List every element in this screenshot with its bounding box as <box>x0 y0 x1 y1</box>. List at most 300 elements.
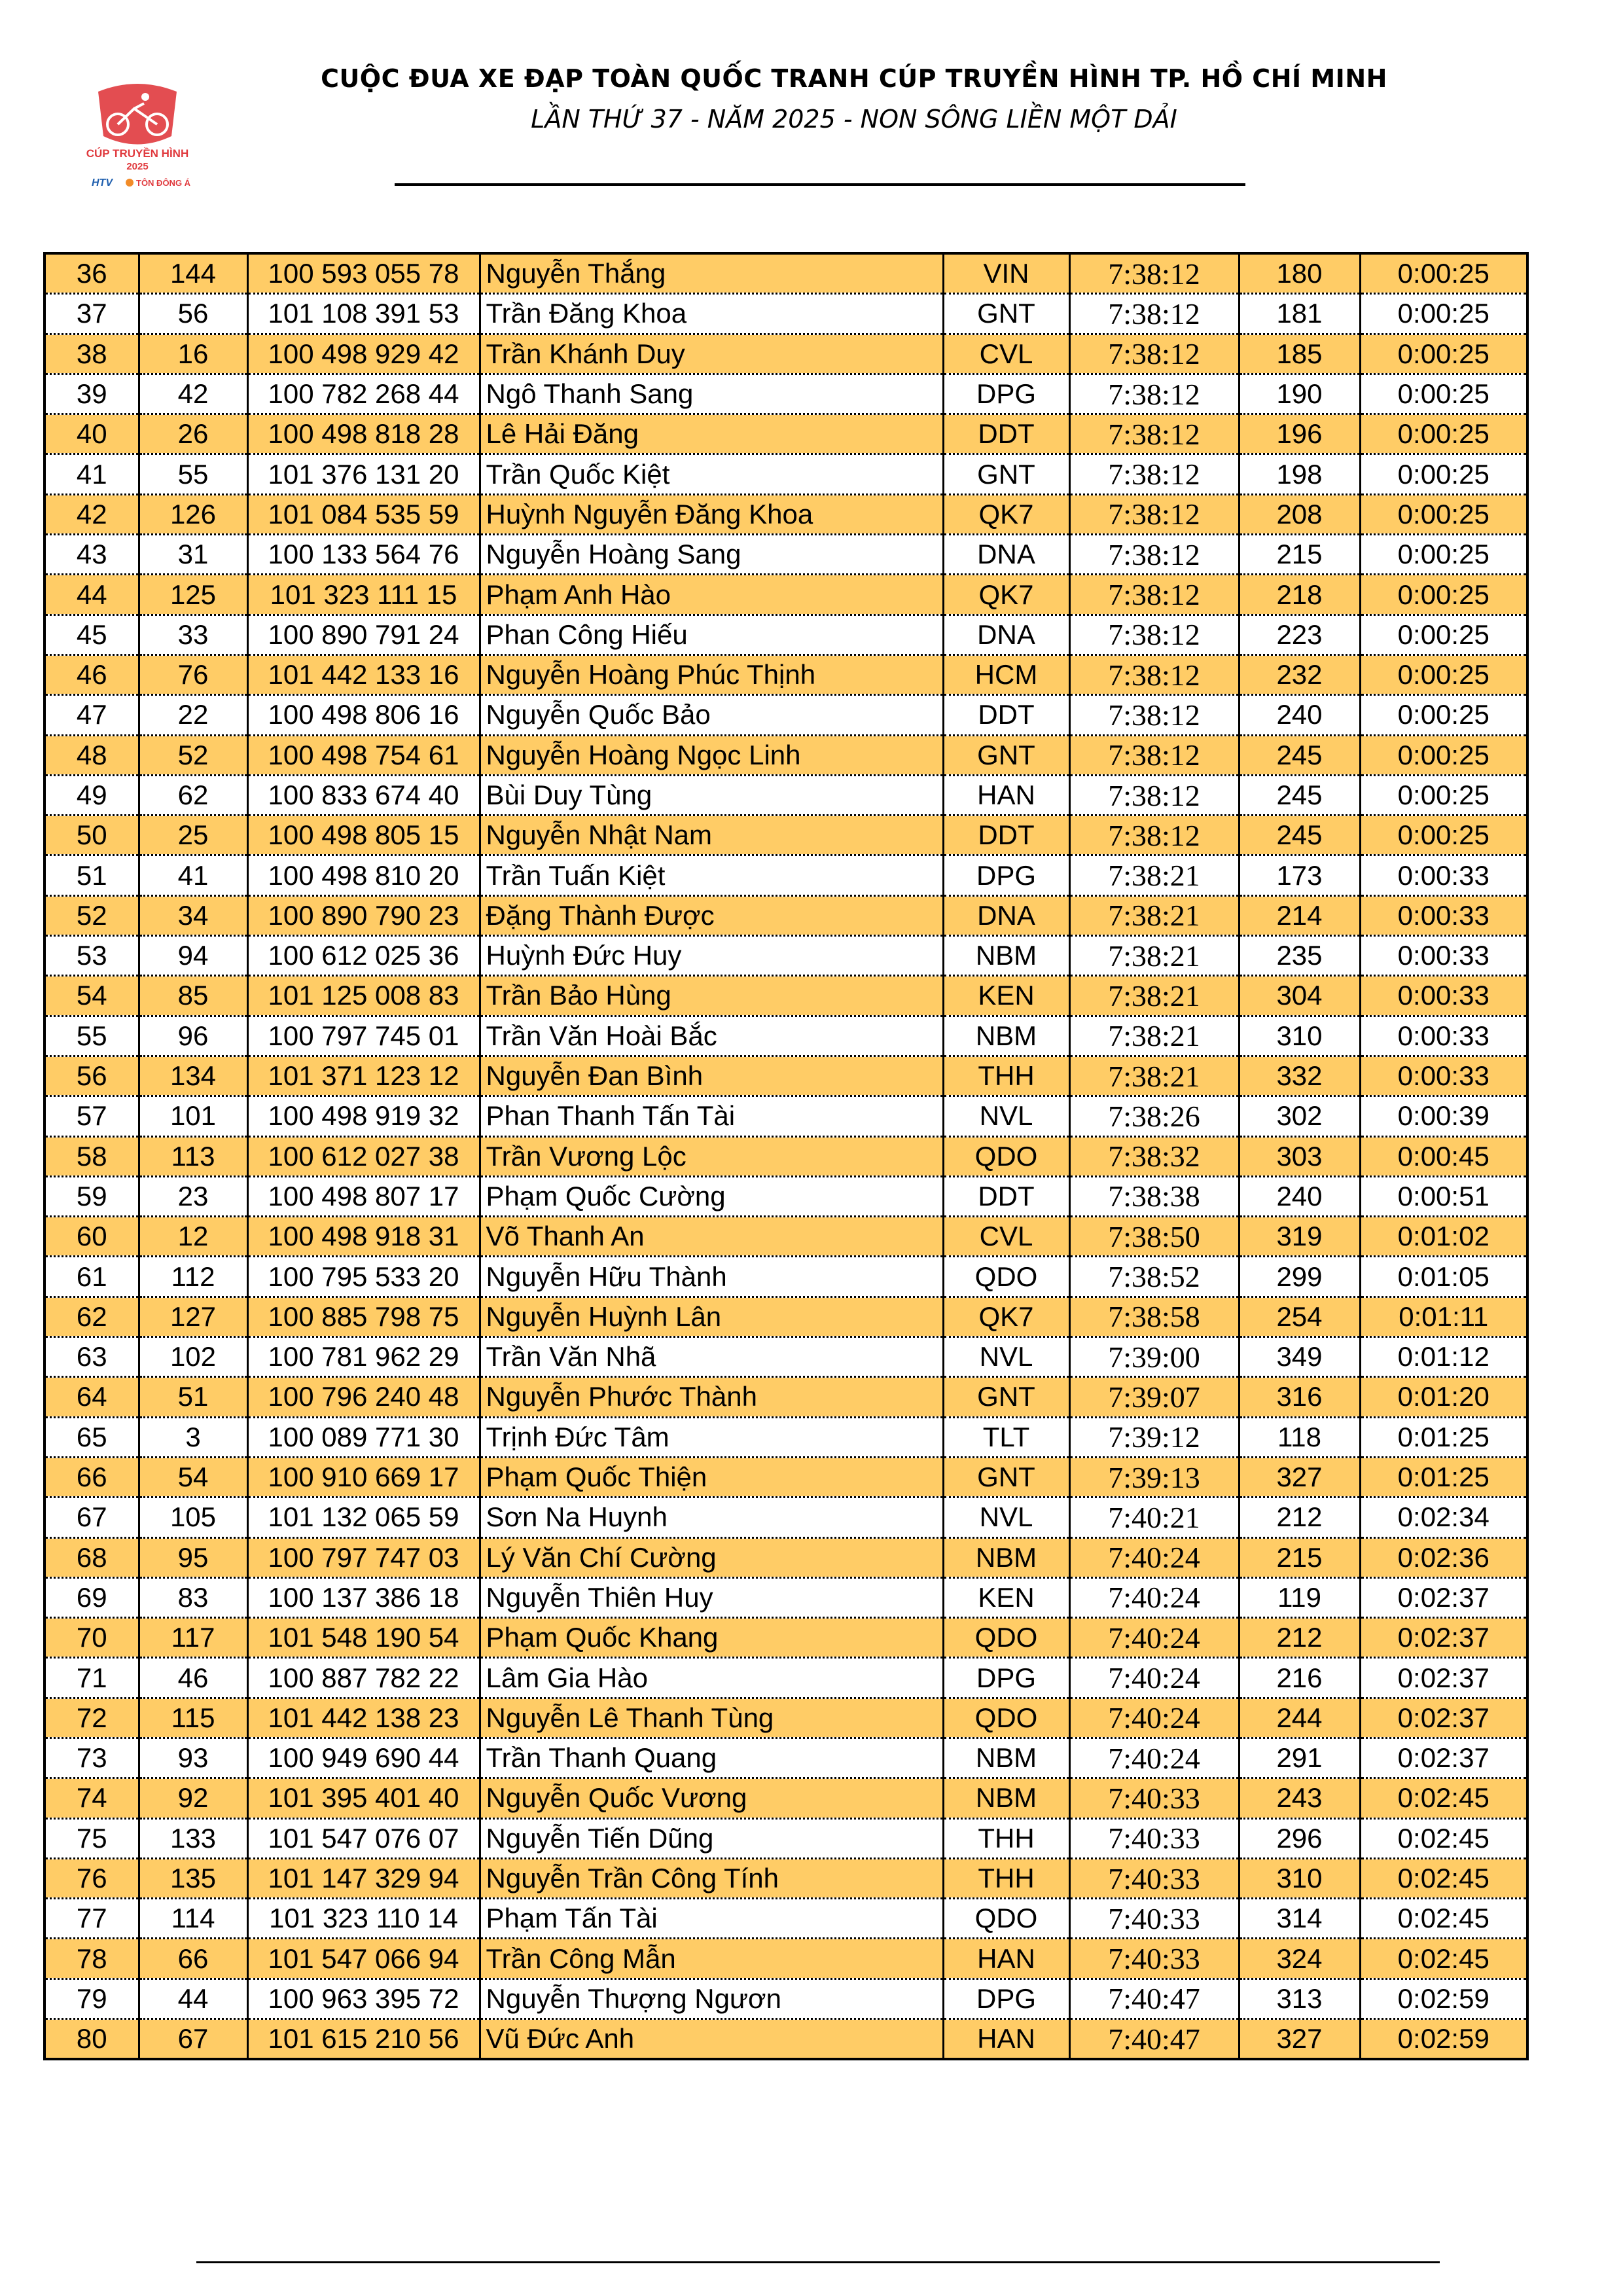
bib-cell: 96 <box>139 1016 247 1056</box>
table-row <box>45 374 1527 414</box>
rank-cell: 69 <box>45 1577 139 1617</box>
table-row <box>45 1176 1527 1216</box>
rider-name-cell: Phạm Tấn Tài <box>480 1899 943 1939</box>
bib-cell: 67 <box>139 2019 247 2060</box>
table-row <box>45 655 1527 694</box>
finish-time-cell: 7:40:24 <box>1069 1658 1239 1698</box>
rider-name-cell: Nguyễn Quốc Vương <box>480 1778 943 1818</box>
bib-cell: 114 <box>139 1899 247 1939</box>
bib-cell: 127 <box>139 1297 247 1336</box>
time-gap-cell: 0:00:25 <box>1360 334 1527 374</box>
time-gap-cell: 0:02:45 <box>1360 1778 1527 1818</box>
team-code-cell: DDT <box>943 414 1069 454</box>
finish-time-cell: 7:38:21 <box>1069 976 1239 1016</box>
points-cell: 296 <box>1239 1818 1360 1858</box>
rider-name-cell: Đặng Thành Được <box>480 895 943 935</box>
finish-time-cell: 7:38:12 <box>1069 334 1239 374</box>
table-row <box>45 1738 1527 1778</box>
time-gap-cell: 0:00:33 <box>1360 936 1527 976</box>
logo-sponsor-tda: TÔN ĐÔNG Á <box>136 178 191 188</box>
rider-name-cell: Nguyễn Hoàng Sang <box>480 535 943 575</box>
bib-cell: 44 <box>139 1979 247 2018</box>
time-gap-cell: 0:02:37 <box>1360 1577 1527 1617</box>
finish-time-cell: 7:38:21 <box>1069 1056 1239 1096</box>
uci-id-cell: 100 833 674 40 <box>247 775 480 815</box>
team-code-cell: GNT <box>943 454 1069 494</box>
rank-cell: 47 <box>45 695 139 735</box>
rider-name-cell: Lâm Gia Hào <box>480 1658 943 1698</box>
points-cell: 299 <box>1239 1257 1360 1297</box>
time-gap-cell: 0:00:25 <box>1360 575 1527 615</box>
rank-cell: 66 <box>45 1457 139 1497</box>
uci-id-cell: 101 615 210 56 <box>247 2019 480 2060</box>
points-cell: 243 <box>1239 1778 1360 1818</box>
time-gap-cell: 0:02:37 <box>1360 1698 1527 1738</box>
time-gap-cell: 0:01:05 <box>1360 1257 1527 1297</box>
bib-cell: 31 <box>139 535 247 575</box>
rank-cell: 39 <box>45 374 139 414</box>
points-cell: 327 <box>1239 1457 1360 1497</box>
table-row <box>45 1618 1527 1658</box>
team-code-cell: GNT <box>943 1377 1069 1417</box>
table-row <box>45 1939 1527 1979</box>
uci-id-cell: 100 498 806 16 <box>247 695 480 735</box>
points-cell: 232 <box>1239 655 1360 694</box>
team-code-cell: THH <box>943 1858 1069 1898</box>
time-gap-cell: 0:00:25 <box>1360 655 1527 694</box>
uci-id-cell: 100 910 669 17 <box>247 1457 480 1497</box>
finish-time-cell: 7:40:47 <box>1069 1979 1239 2018</box>
team-code-cell: QDO <box>943 1136 1069 1176</box>
rank-cell: 63 <box>45 1337 139 1377</box>
bib-cell: 66 <box>139 1939 247 1979</box>
finish-time-cell: 7:40:24 <box>1069 1537 1239 1577</box>
uci-id-cell: 100 890 790 23 <box>247 895 480 935</box>
rank-cell: 70 <box>45 1618 139 1658</box>
table-row <box>45 1337 1527 1377</box>
rider-name-cell: Nguyễn Lê Thanh Tùng <box>480 1698 943 1738</box>
table-row <box>45 695 1527 735</box>
time-gap-cell: 0:00:33 <box>1360 976 1527 1016</box>
table-row <box>45 1577 1527 1617</box>
team-code-cell: QDO <box>943 1698 1069 1738</box>
time-gap-cell: 0:00:33 <box>1360 1016 1527 1056</box>
team-code-cell: DDT <box>943 695 1069 735</box>
bib-cell: 33 <box>139 615 247 655</box>
rank-cell: 74 <box>45 1778 139 1818</box>
table-row <box>45 535 1527 575</box>
uci-id-cell: 100 797 747 03 <box>247 1537 480 1577</box>
rank-cell: 61 <box>45 1257 139 1297</box>
rider-name-cell: Nguyễn Hữu Thành <box>480 1257 943 1297</box>
points-cell: 185 <box>1239 334 1360 374</box>
table-row <box>45 1417 1527 1457</box>
rider-name-cell: Phan Công Hiếu <box>480 615 943 655</box>
bib-cell: 62 <box>139 775 247 815</box>
rank-cell: 75 <box>45 1818 139 1858</box>
team-code-cell: HAN <box>943 775 1069 815</box>
rider-name-cell: Trần Bảo Hùng <box>480 976 943 1016</box>
bib-cell: 126 <box>139 494 247 534</box>
uci-id-cell: 101 323 110 14 <box>247 1899 480 1939</box>
bib-cell: 22 <box>139 695 247 735</box>
table-row <box>45 1979 1527 2018</box>
uci-id-cell: 100 885 798 75 <box>247 1297 480 1336</box>
time-gap-cell: 0:02:45 <box>1360 1899 1527 1939</box>
rank-cell: 40 <box>45 414 139 454</box>
rank-cell: 58 <box>45 1136 139 1176</box>
bib-cell: 25 <box>139 816 247 855</box>
rider-name-cell: Lý Văn Chí Cường <box>480 1537 943 1577</box>
team-code-cell: GNT <box>943 735 1069 775</box>
rank-cell: 78 <box>45 1939 139 1979</box>
table-row <box>45 1818 1527 1858</box>
finish-time-cell: 7:40:33 <box>1069 1858 1239 1898</box>
uci-id-cell: 100 796 240 48 <box>247 1377 480 1417</box>
team-code-cell: DDT <box>943 816 1069 855</box>
uci-id-cell: 100 890 791 24 <box>247 615 480 655</box>
bib-cell: 134 <box>139 1056 247 1096</box>
uci-id-cell: 100 498 805 15 <box>247 816 480 855</box>
uci-id-cell: 100 498 818 28 <box>247 414 480 454</box>
rider-name-cell: Sơn Na Huynh <box>480 1498 943 1537</box>
rider-name-cell: Phạm Quốc Thiện <box>480 1457 943 1497</box>
table-row <box>45 575 1527 615</box>
table-row <box>45 1016 1527 1056</box>
team-code-cell: CVL <box>943 334 1069 374</box>
finish-time-cell: 7:38:12 <box>1069 775 1239 815</box>
team-code-cell: NVL <box>943 1096 1069 1136</box>
finish-time-cell: 7:38:12 <box>1069 695 1239 735</box>
uci-id-cell: 100 949 690 44 <box>247 1738 480 1778</box>
team-code-cell: DDT <box>943 1176 1069 1216</box>
team-code-cell: QDO <box>943 1257 1069 1297</box>
points-cell: 218 <box>1239 575 1360 615</box>
rank-cell: 72 <box>45 1698 139 1738</box>
rider-name-cell: Vũ Đức Anh <box>480 2019 943 2060</box>
points-cell: 212 <box>1239 1618 1360 1658</box>
table-row <box>45 1778 1527 1818</box>
uci-id-cell: 101 442 133 16 <box>247 655 480 694</box>
finish-time-cell: 7:38:12 <box>1069 374 1239 414</box>
team-code-cell: GNT <box>943 1457 1069 1497</box>
team-code-cell: DPG <box>943 374 1069 414</box>
bib-cell: 54 <box>139 1457 247 1497</box>
team-code-cell: NBM <box>943 1537 1069 1577</box>
uci-id-cell: 101 376 131 20 <box>247 454 480 494</box>
bib-cell: 101 <box>139 1096 247 1136</box>
time-gap-cell: 0:02:59 <box>1360 2019 1527 2060</box>
uci-id-cell: 100 498 918 31 <box>247 1217 480 1257</box>
uci-id-cell: 100 612 025 36 <box>247 936 480 976</box>
rider-name-cell: Trần Quốc Kiệt <box>480 454 943 494</box>
rider-name-cell: Huỳnh Đức Huy <box>480 936 943 976</box>
rider-name-cell: Trần Văn Nhã <box>480 1337 943 1377</box>
points-cell: 173 <box>1239 855 1360 895</box>
rider-name-cell: Phạm Quốc Cường <box>480 1176 943 1216</box>
table-row <box>45 855 1527 895</box>
team-code-cell: QK7 <box>943 575 1069 615</box>
uci-id-cell: 101 147 329 94 <box>247 1858 480 1898</box>
time-gap-cell: 0:02:37 <box>1360 1658 1527 1698</box>
team-code-cell: QDO <box>943 1618 1069 1658</box>
rider-name-cell: Nguyễn Thắng <box>480 253 943 294</box>
points-cell: 310 <box>1239 1016 1360 1056</box>
team-code-cell: QK7 <box>943 1297 1069 1336</box>
points-cell: 235 <box>1239 936 1360 976</box>
rank-cell: 79 <box>45 1979 139 2018</box>
bib-cell: 16 <box>139 334 247 374</box>
rider-name-cell: Nguyễn Huỳnh Lân <box>480 1297 943 1336</box>
rank-cell: 49 <box>45 775 139 815</box>
table-row <box>45 2019 1527 2060</box>
rider-name-cell: Trần Tuấn Kiệt <box>480 855 943 895</box>
finish-time-cell: 7:38:12 <box>1069 414 1239 454</box>
table-row <box>45 1457 1527 1497</box>
rank-cell: 42 <box>45 494 139 534</box>
points-cell: 291 <box>1239 1738 1360 1778</box>
rider-name-cell: Trần Đăng Khoa <box>480 294 943 334</box>
rank-cell: 37 <box>45 294 139 334</box>
rank-cell: 54 <box>45 976 139 1016</box>
time-gap-cell: 0:00:39 <box>1360 1096 1527 1136</box>
points-cell: 303 <box>1239 1136 1360 1176</box>
uci-id-cell: 100 795 533 20 <box>247 1257 480 1297</box>
uci-id-cell: 100 782 268 44 <box>247 374 480 414</box>
rank-cell: 44 <box>45 575 139 615</box>
time-gap-cell: 0:01:12 <box>1360 1337 1527 1377</box>
points-cell: 240 <box>1239 1176 1360 1216</box>
finish-time-cell: 7:40:21 <box>1069 1498 1239 1537</box>
logo-sponsor-htv: HTV <box>92 177 113 188</box>
team-code-cell: DPG <box>943 855 1069 895</box>
bib-cell: 83 <box>139 1577 247 1617</box>
finish-time-cell: 7:38:12 <box>1069 294 1239 334</box>
points-cell: 180 <box>1239 253 1360 294</box>
uci-id-cell: 100 133 564 76 <box>247 535 480 575</box>
finish-time-cell: 7:40:24 <box>1069 1577 1239 1617</box>
rank-cell: 43 <box>45 535 139 575</box>
rider-name-cell: Lê Hải Đăng <box>480 414 943 454</box>
finish-time-cell: 7:38:12 <box>1069 535 1239 575</box>
footer-divider <box>196 2261 1440 2263</box>
points-cell: 313 <box>1239 1979 1360 2018</box>
uci-id-cell: 100 963 395 72 <box>247 1979 480 2018</box>
finish-time-cell: 7:40:24 <box>1069 1698 1239 1738</box>
bib-cell: 42 <box>139 374 247 414</box>
points-cell: 316 <box>1239 1377 1360 1417</box>
table-row <box>45 1498 1527 1537</box>
bib-cell: 133 <box>139 1818 247 1858</box>
rank-cell: 60 <box>45 1217 139 1257</box>
bib-cell: 92 <box>139 1778 247 1818</box>
uci-id-cell: 101 132 065 59 <box>247 1498 480 1537</box>
table-row <box>45 334 1527 374</box>
bib-cell: 115 <box>139 1698 247 1738</box>
team-code-cell: KEN <box>943 976 1069 1016</box>
rank-cell: 80 <box>45 2019 139 2060</box>
uci-id-cell: 101 442 138 23 <box>247 1698 480 1738</box>
rank-cell: 38 <box>45 334 139 374</box>
rank-cell: 68 <box>45 1537 139 1577</box>
finish-time-cell: 7:38:12 <box>1069 655 1239 694</box>
bib-cell: 135 <box>139 1858 247 1898</box>
rank-cell: 73 <box>45 1738 139 1778</box>
time-gap-cell: 0:00:25 <box>1360 816 1527 855</box>
finish-time-cell: 7:38:50 <box>1069 1217 1239 1257</box>
finish-time-cell: 7:38:12 <box>1069 816 1239 855</box>
points-cell: 216 <box>1239 1658 1360 1698</box>
finish-time-cell: 7:40:33 <box>1069 1899 1239 1939</box>
table-row <box>45 936 1527 976</box>
time-gap-cell: 0:00:25 <box>1360 294 1527 334</box>
team-code-cell: THH <box>943 1056 1069 1096</box>
finish-time-cell: 7:40:24 <box>1069 1618 1239 1658</box>
uci-id-cell: 100 498 754 61 <box>247 735 480 775</box>
time-gap-cell: 0:00:33 <box>1360 1056 1527 1096</box>
rank-cell: 71 <box>45 1658 139 1698</box>
uci-id-cell: 101 547 076 07 <box>247 1818 480 1858</box>
points-cell: 327 <box>1239 2019 1360 2060</box>
finish-time-cell: 7:39:12 <box>1069 1417 1239 1457</box>
points-cell: 190 <box>1239 374 1360 414</box>
rank-cell: 65 <box>45 1417 139 1457</box>
table-row <box>45 1658 1527 1698</box>
finish-time-cell: 7:38:12 <box>1069 253 1239 294</box>
rank-cell: 64 <box>45 1377 139 1417</box>
rank-cell: 41 <box>45 454 139 494</box>
rank-cell: 77 <box>45 1899 139 1939</box>
logo-year: 2025 <box>126 161 149 172</box>
time-gap-cell: 0:01:11 <box>1360 1297 1527 1336</box>
rider-name-cell: Nguyễn Quốc Bảo <box>480 695 943 735</box>
rider-name-cell: Phạm Anh Hào <box>480 575 943 615</box>
time-gap-cell: 0:01:02 <box>1360 1217 1527 1257</box>
points-cell: 319 <box>1239 1217 1360 1257</box>
points-cell: 244 <box>1239 1698 1360 1738</box>
bib-cell: 85 <box>139 976 247 1016</box>
time-gap-cell: 0:00:25 <box>1360 535 1527 575</box>
finish-time-cell: 7:38:32 <box>1069 1136 1239 1176</box>
team-code-cell: CVL <box>943 1217 1069 1257</box>
uci-id-cell: 101 084 535 59 <box>247 494 480 534</box>
finish-time-cell: 7:40:33 <box>1069 1818 1239 1858</box>
bib-cell: 117 <box>139 1618 247 1658</box>
time-gap-cell: 0:00:25 <box>1360 695 1527 735</box>
rank-cell: 62 <box>45 1297 139 1336</box>
table-row <box>45 816 1527 855</box>
rank-cell: 67 <box>45 1498 139 1537</box>
bib-cell: 41 <box>139 855 247 895</box>
event-logo <box>72 77 203 192</box>
points-cell: 304 <box>1239 976 1360 1016</box>
bib-cell: 26 <box>139 414 247 454</box>
table-row <box>45 1377 1527 1417</box>
team-code-cell: THH <box>943 1818 1069 1858</box>
time-gap-cell: 0:00:25 <box>1360 414 1527 454</box>
uci-id-cell: 100 089 771 30 <box>247 1417 480 1457</box>
finish-time-cell: 7:38:21 <box>1069 855 1239 895</box>
team-code-cell: TLT <box>943 1417 1069 1457</box>
finish-time-cell: 7:40:33 <box>1069 1778 1239 1818</box>
bib-cell: 12 <box>139 1217 247 1257</box>
points-cell: 215 <box>1239 535 1360 575</box>
trophy-cyclist-icon <box>72 77 203 192</box>
table-row <box>45 1217 1527 1257</box>
table-row <box>45 494 1527 534</box>
team-code-cell: NBM <box>943 936 1069 976</box>
table-row <box>45 294 1527 334</box>
results-table <box>43 252 1529 2060</box>
finish-time-cell: 7:38:58 <box>1069 1297 1239 1336</box>
rider-name-cell: Trần Thanh Quang <box>480 1738 943 1778</box>
team-code-cell: NBM <box>943 1738 1069 1778</box>
header-divider <box>395 183 1245 186</box>
team-code-cell: DNA <box>943 895 1069 935</box>
time-gap-cell: 0:00:33 <box>1360 855 1527 895</box>
rider-name-cell: Trần Khánh Duy <box>480 334 943 374</box>
uci-id-cell: 100 498 810 20 <box>247 855 480 895</box>
points-cell: 198 <box>1239 454 1360 494</box>
team-code-cell: VIN <box>943 253 1069 294</box>
finish-time-cell: 7:38:21 <box>1069 1016 1239 1056</box>
bib-cell: 34 <box>139 895 247 935</box>
uci-id-cell: 100 887 782 22 <box>247 1658 480 1698</box>
time-gap-cell: 0:00:25 <box>1360 735 1527 775</box>
rider-name-cell: Nguyễn Hoàng Ngọc Linh <box>480 735 943 775</box>
rider-name-cell: Nguyễn Phước Thành <box>480 1377 943 1417</box>
bib-cell: 125 <box>139 575 247 615</box>
team-code-cell: NVL <box>943 1498 1069 1537</box>
table-row <box>45 976 1527 1016</box>
bib-cell: 144 <box>139 253 247 294</box>
points-cell: 223 <box>1239 615 1360 655</box>
points-cell: 324 <box>1239 1939 1360 1979</box>
finish-time-cell: 7:38:21 <box>1069 936 1239 976</box>
uci-id-cell: 100 797 745 01 <box>247 1016 480 1056</box>
table-row <box>45 775 1527 815</box>
uci-id-cell: 101 395 401 40 <box>247 1778 480 1818</box>
team-code-cell: NVL <box>943 1337 1069 1377</box>
finish-time-cell: 7:38:12 <box>1069 454 1239 494</box>
rank-cell: 55 <box>45 1016 139 1056</box>
rank-cell: 59 <box>45 1176 139 1216</box>
points-cell: 310 <box>1239 1858 1360 1898</box>
time-gap-cell: 0:00:33 <box>1360 895 1527 935</box>
bib-cell: 55 <box>139 454 247 494</box>
rider-name-cell: Huỳnh Nguyễn Đăng Khoa <box>480 494 943 534</box>
team-code-cell: DNA <box>943 535 1069 575</box>
rank-cell: 45 <box>45 615 139 655</box>
logo-text: CÚP TRUYỀN HÌNH <box>86 147 189 160</box>
rank-cell: 53 <box>45 936 139 976</box>
finish-time-cell: 7:40:47 <box>1069 2019 1239 2060</box>
uci-id-cell: 100 498 919 32 <box>247 1096 480 1136</box>
time-gap-cell: 0:02:59 <box>1360 1979 1527 2018</box>
uci-id-cell: 101 108 391 53 <box>247 294 480 334</box>
finish-time-cell: 7:40:33 <box>1069 1939 1239 1979</box>
rider-name-cell: Nguyễn Đan Bình <box>480 1056 943 1096</box>
points-cell: 181 <box>1239 294 1360 334</box>
table-row <box>45 1136 1527 1176</box>
bib-cell: 52 <box>139 735 247 775</box>
table-row <box>45 1899 1527 1939</box>
rank-cell: 51 <box>45 855 139 895</box>
team-code-cell: QDO <box>943 1899 1069 1939</box>
bib-cell: 46 <box>139 1658 247 1698</box>
rider-name-cell: Nguyễn Nhật Nam <box>480 816 943 855</box>
finish-time-cell: 7:38:52 <box>1069 1257 1239 1297</box>
